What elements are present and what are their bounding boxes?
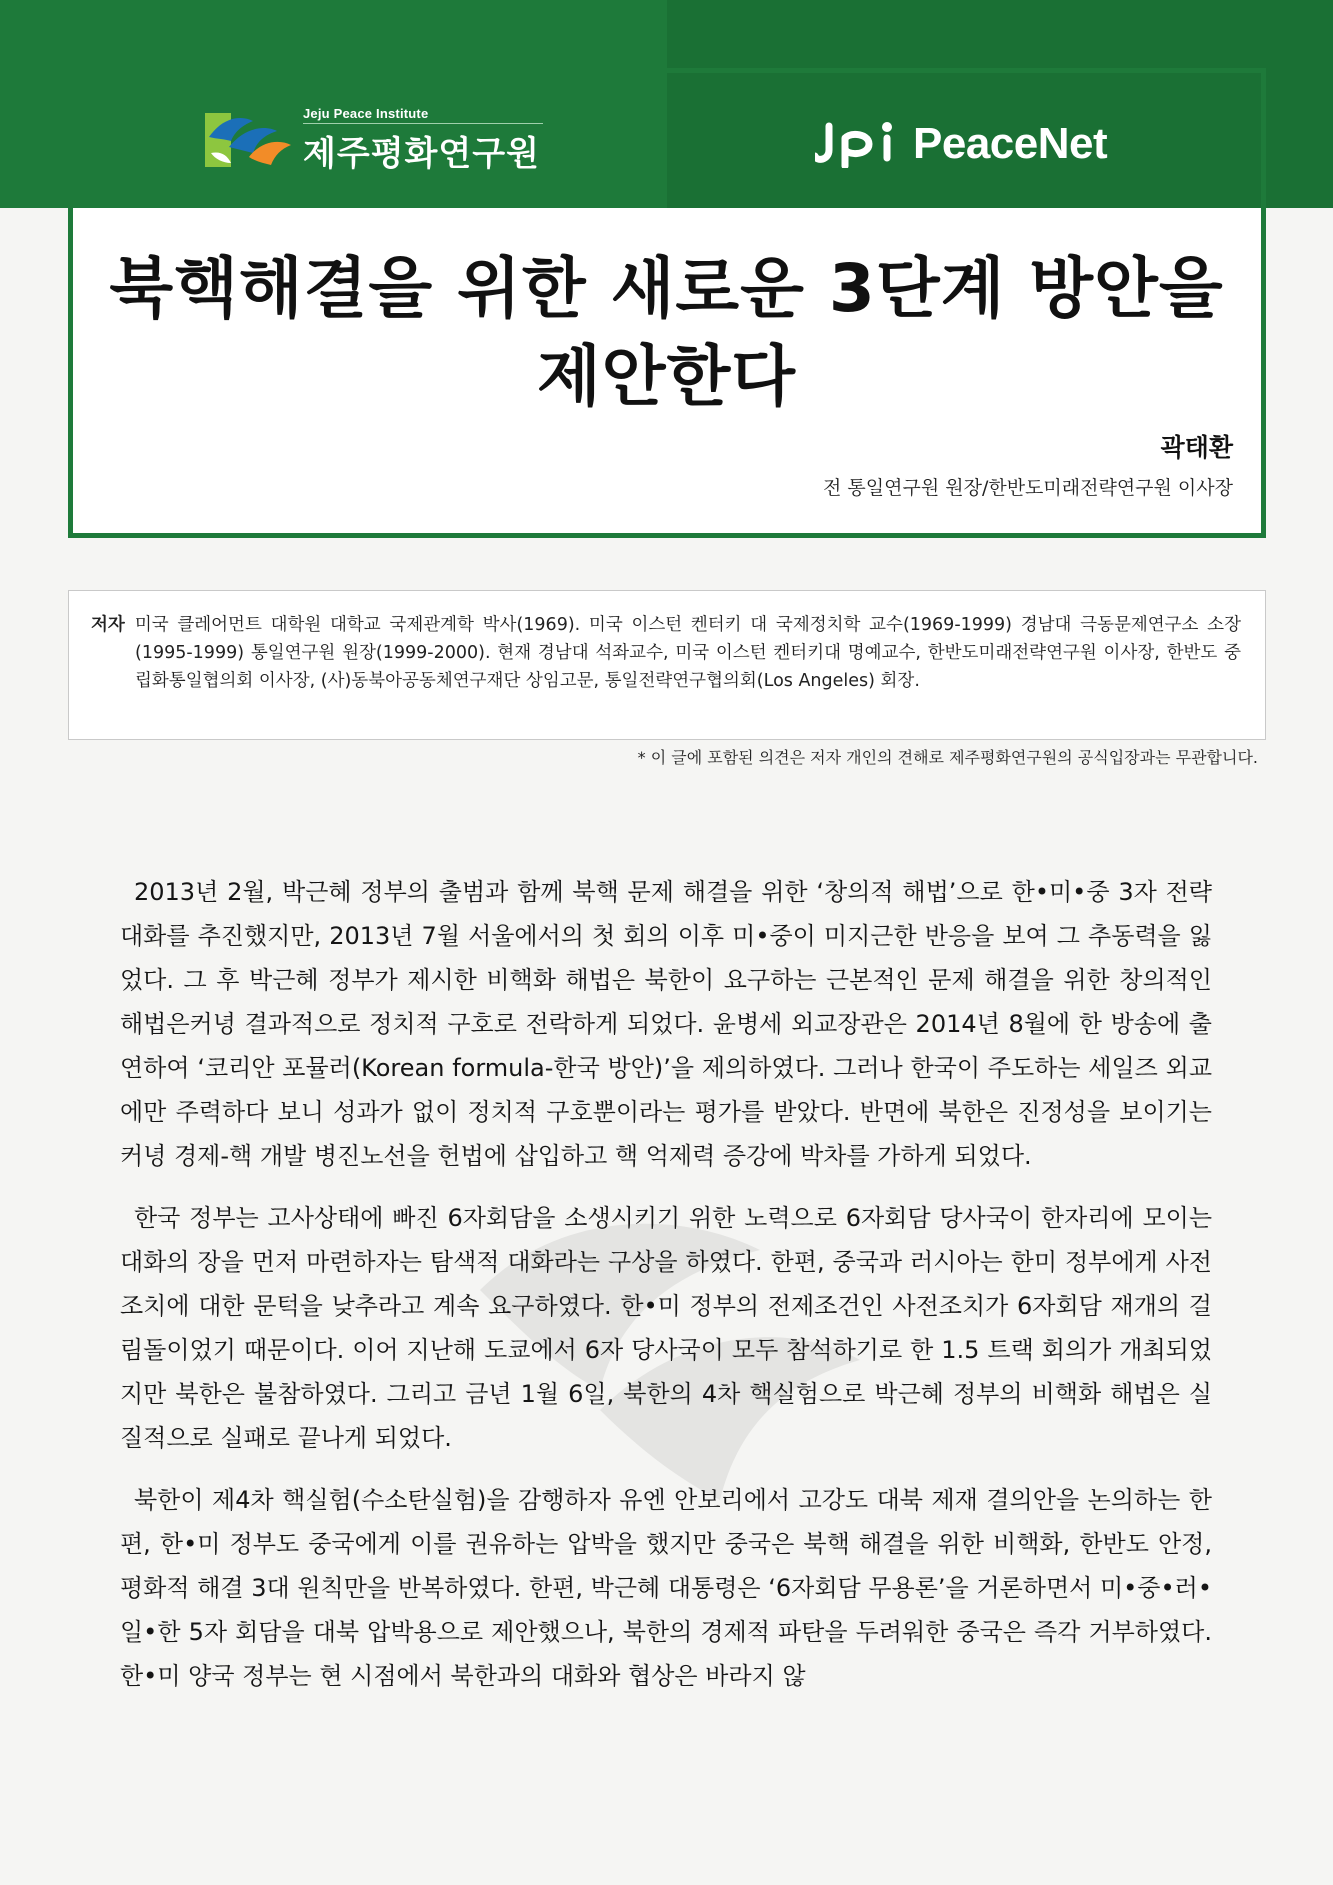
jeju-peace-institute-logo [205, 105, 545, 175]
disclaimer-note: * 이 글에 포함된 의견은 저자 개인의 견해로 제주평화연구원의 공식입장과는 무관합니다. [637, 748, 1258, 767]
bio-text: 미국 클레어먼트 대학원 대학교 국제관계학 박사(1969). 미국 이스턴 켄터키 대 국제정치학 교수(1969-1999) 경남대 극동문제연구소 소장(1995-1999) 통일연구원 원장(1999-2000). 현재 경남대 석좌교수, 미국 이스턴 켄터키대 명예교수, 한반도미래전략연구원 이사장, 한반도 중립화통일협의회 이사장, (사)동북아공동체연구재단 상임고문, 통일전략연구협의회(Los Angeles) 회장. [134, 615, 1241, 691]
article-title [90, 245, 1243, 421]
institute-name-en: Jeju Peace Institute [303, 106, 543, 124]
author-bio-box [68, 590, 1266, 740]
peacenet-wordmark: PeaceNet [913, 119, 1108, 168]
paragraph-2: 한국 정부는 고사상태에 빠진 6자회담을 소생시키기 위한 노력으로 6자회담 당사국이 한자리에 모이는 대화의 장을 먼저 마련하자는 탐색적 대화라는 구상을 하였다. 한편, 중국과 러시아는 한미 정부에게 사전조치에 대한 문턱을 낮추라고 계속 요구하였다. 한•미 정부의 전제조건인 사전조치가 6자회담 재개의 걸림돌이었기 때문이다. 이어 지난해 도쿄에서 6자 당사국이 모두 참석하기로 한 1.5 트랙 회의가 개최되었지만 북한은 불참하였다. 그리고 금년 1월 6일, 북한의 4차 핵실험으로 박근혜 정부의 비핵화 해법은 실질적으로 실패로 끝나게 되었다. [120, 1204, 1212, 1452]
article-body [120, 870, 1212, 1716]
title-line-2: 제안한다 [536, 338, 797, 415]
bio-label: 저자 [91, 615, 125, 635]
institute-name-ko: 제주평화연구원 [303, 133, 540, 174]
peacenet-logo [815, 118, 1107, 170]
title-line-1: 북핵해결을 위한 새로운 3단계 방안을 [109, 250, 1224, 327]
paragraph-3: 북한이 제4차 핵실험(수소탄실험)을 감행하자 유엔 안보리에서 고강도 대북 제재 결의안을 논의하는 한편, 한•미 정부도 중국에게 이를 권유하는 압박을 했지만 중국은 북핵 해결을 위한 비핵화, 한반도 안정, 평화적 해결 3대 원칙만을 반복하였다. 한편, 박근혜 대통령은 ‘6자회담 무용론’을 거론하면서 미•중•러•일•한 5자 회담을 대북 압박용으로 제안했으나, 북한의 경제적 파탄을 두려워한 중국은 즉각 거부하였다. 한•미 양국 정부는 현 시점에서 북한과의 대화와 협상은 바라지 않 [120, 1486, 1212, 1690]
author-bio [91, 611, 1241, 695]
author-affiliation: 전 통일연구원 원장/한반도미래전략연구원 이사장 [823, 477, 1233, 499]
dove-logo-icon [205, 107, 295, 173]
jpi-logo-icon [815, 120, 903, 168]
paragraph-1: 2013년 2월, 박근혜 정부의 출범과 함께 북핵 문제 해결을 위한 ‘창의적 해법’으로 한•미•중 3자 전략대화를 추진했지만, 2013년 7월 서울에서의 첫 회의 이후 미•중이 미지근한 반응을 보여 그 추동력을 잃었다. 그 후 박근혜 정부가 제시한 비핵화 해법은 북한이 요구하는 근본적인 문제 해결을 위한 창의적인 해법은커녕 결과적으로 정치적 구호로 전락하게 되었다. 윤병세 외교장관은 2014년 8월에 한 방송에 출연하여 ‘코리안 포뮬러(Korean formula-한국 방안)’을 제의하였다. 그러나 한국이 주도하는 세일즈 외교에만 주력하다 보니 성과가 없이 정치적 구호뿐이라는 평가를 받았다. 반면에 북한은 진정성을 보이기는커녕 경제-핵 개발 병진노선을 헌법에 삽입하고 핵 억제력 증강에 박차를 가하게 되었다. [120, 878, 1212, 1170]
author-name: 곽태환 [1160, 433, 1233, 462]
